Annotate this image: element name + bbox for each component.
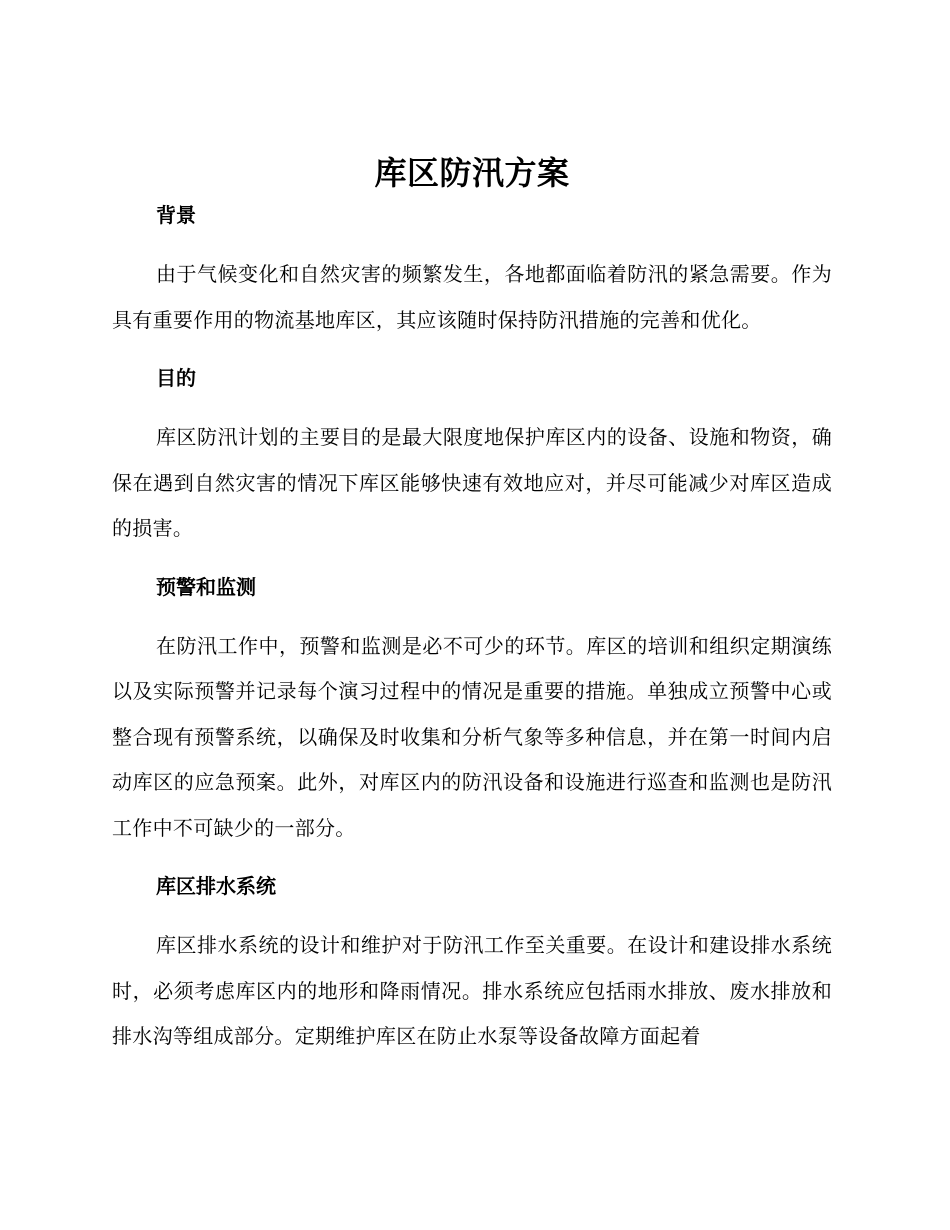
section-heading: 库区排水系统 [156, 874, 276, 898]
section-heading: 目的 [156, 366, 196, 390]
section-heading: 背景 [156, 203, 196, 227]
document-page [112, 150, 832, 1080]
section-drainage-system [112, 871, 832, 1060]
section-background [112, 200, 832, 343]
section-warning-monitoring [112, 572, 832, 852]
section-paragraph: 库区防汛计划的主要目的是最大限度地保护库区内的设备、设施和物资，确保在遇到自然灾害的情况下库区能够快速有效地应对，并尽可能减少对库区造成的损害。 [112, 425, 832, 540]
document-title: 库区防汛方案 [374, 154, 570, 192]
section-paragraph: 库区排水系统的设计和维护对于防汛工作至关重要。在设计和建设排水系统时，必须考虑库区内的地形和降雨情况。排水系统应包括雨水排放、废水排放和排水沟等组成部分。定期维护库区在防止水泵等设备故障方面起着 [112, 933, 832, 1048]
section-heading: 预警和监测 [156, 574, 256, 599]
section-paragraph: 在防汛工作中，预警和监测是必不可少的环节。库区的培训和组织定期演练以及实际预警并记录每个演习过程中的情况是重要的措施。单独成立预警中心或整合现有预警系统，以确保及时收集和分析气象等多种信息，并在第一时间内启动库区的应急预案。此外，对库区内的防汛设备和设施进行巡查和监测也是防汛工作中不可缺少的一部分。 [112, 633, 832, 840]
section-paragraph: 由于气候变化和自然灾害的频繁发生，各地都面临着防汛的紧急需要。作为具有重要作用的物流基地库区，其应该随时保持防汛措施的完善和优化。 [112, 262, 832, 332]
section-purpose [112, 363, 832, 552]
